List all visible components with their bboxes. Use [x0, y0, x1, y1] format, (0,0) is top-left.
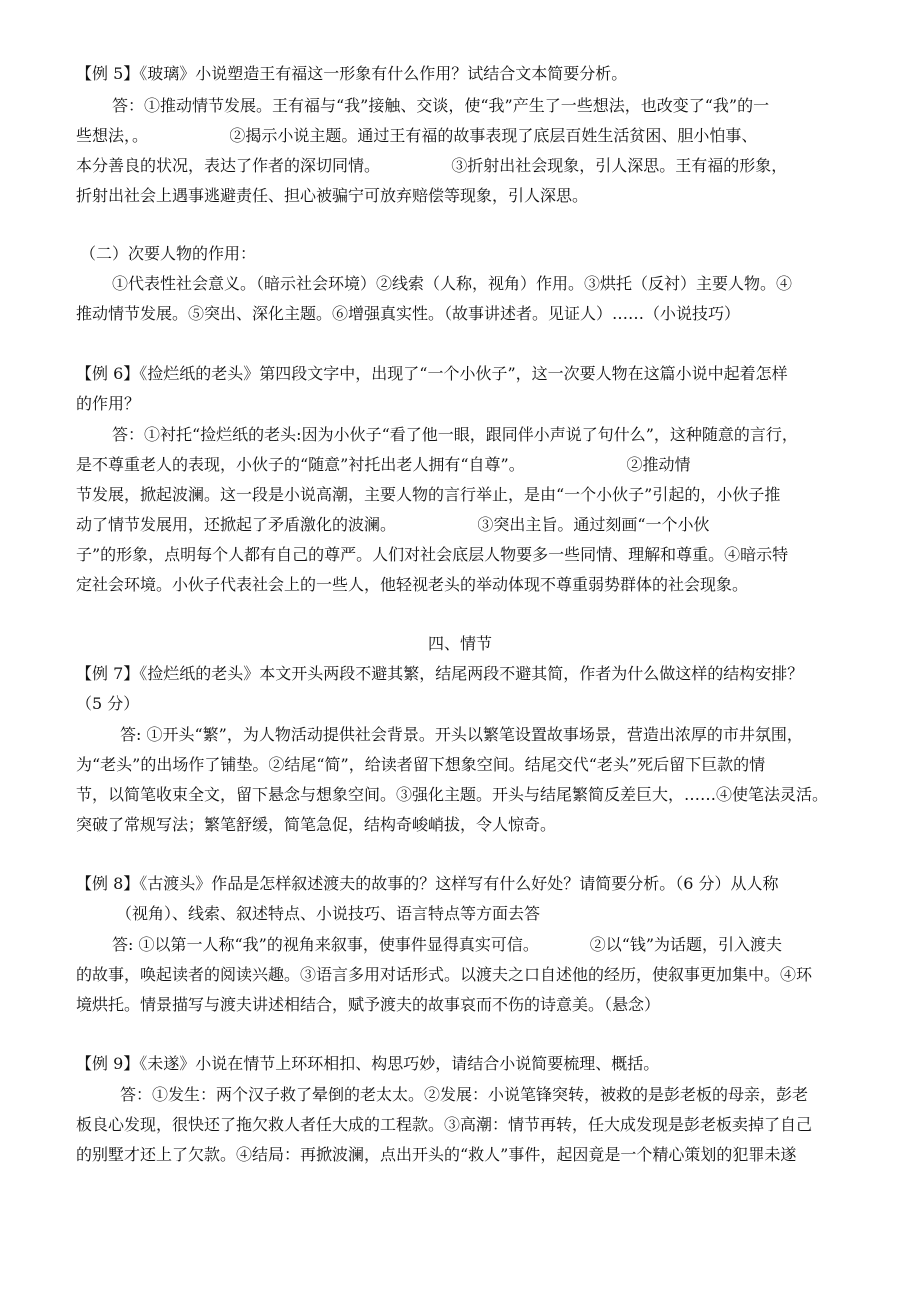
text-line: 四、情节 [428, 634, 493, 653]
text-line: 突破了常规写法；繁笔舒缓，简笔急促，结构奇峻峭拔，令人惊奇。 [76, 815, 557, 834]
text-line: 【例 6】《捡烂纸的老头》第四段文字中，出现了“一个小伙子”，这一次要人物在这篇小说中起着怎样 [76, 364, 788, 383]
text-line: 的作用？ [76, 394, 141, 413]
text-line: 答: ①开头“繁”，为人物活动提供社会背景。开头以繁笔设置故事场景，营造出浓厚的市井氛围， [120, 725, 803, 744]
text-line: （二）次要人物的作用： [80, 244, 257, 263]
text-line: 【例 8】《古渡头》作品是怎样叙述渡夫的故事的？这样写有什么好处？请简要分析。（6 分）从人称 [76, 874, 779, 893]
text-line: 境烘托。情景描写与渡夫讲述相结合，赋予渡夫的故事哀而不伤的诗意美。（悬念） [76, 995, 661, 1014]
text-line: 答：①推动情节发展。王有福与“我”接触、交谈，使“我”产生了一些想法，也改变了“我”的一 [112, 96, 770, 115]
text-line: 本分善良的状况，表达了作者的深切同情。 ③折射出社会现象，引人深思。王有福的形象， [76, 156, 788, 175]
text-line: 节，以简笔收束全文，留下悬念与想象空间。③强化主题。开头与结尾繁简反差巨大，……④使笔法灵活。 [76, 785, 829, 804]
text-line: 子”的形象，点明每个人都有自己的尊严。人们对社会底层人物要多一些同情、理解和尊重。④暗示特 [76, 545, 789, 564]
text-line: ①代表性社会意义。（暗示社会环境）②线索（人称，视角）作用。③烘托（反衬）主要人物。④ [112, 274, 793, 293]
text-line: （5 分） [76, 694, 140, 713]
text-line: 答: ①以第一人称“我”的视角来叙事，使事件显得真实可信。 ②以“钱”为话题，引入渡夫 [112, 935, 783, 954]
text-line: 是不尊重老人的表现，小伙子的“随意”衬托出老人拥有“自尊”。 ②推动情 [76, 455, 691, 474]
text-line: 答：①衬托“捡烂纸的老头:因为小伙子“看了他一眼，跟同伴小声说了句什么”，这种随意的言行， [112, 425, 798, 444]
text-line: 节发展，掀起波澜。这一段是小说高潮，主要人物的言行举止，是由“一个小伙子”引起的，小伙子推 [76, 485, 781, 504]
text-line: 推动情节发展。⑤突出、深化主题。⑥增强真实性。（故事讲述者。见证人）……（小说技巧） [76, 304, 741, 323]
text-line: 答：①发生：两个汉子救了晕倒的老太太。②发展：小说笔锋突转，被救的是彭老板的母亲，彭老 [120, 1085, 809, 1104]
text-line: 【例 7】《捡烂纸的老头》本文开头两段不避其繁，结尾两段不避其简，作者为什么做这样的结构安排？ [76, 664, 804, 683]
text-line: 动了情节发展用，还掀起了矛盾激化的波澜。 ③突出主旨。通过刻画“一个小伙 [76, 515, 710, 534]
text-line: （视角）、线索、叙述特点、小说技巧、语言特点等方面去答 [116, 904, 541, 923]
text-line: 板良心发现，很快还了拖欠救人者任大成的工程款。③高潮：情节再转，任大成发现是彭老板卖掉了自己 [76, 1115, 813, 1134]
text-line: 的故事，唤起读者的阅读兴趣。③语言多用对话形式。以渡夫之口自述他的经历，使叙事更加集中。④环 [76, 965, 813, 984]
text-line: 【例 9】《未遂》小说在情节上环环相扣、构思巧妙，请结合小说简要梳理、概括。 [76, 1054, 660, 1073]
text-line: 【例 5】《玻璃》小说塑造王有福这一形象有什么作用？试结合文本简要分析。 [76, 64, 628, 83]
text-line: 些想法，。 ②揭示小说主题。通过王有福的故事表现了底层百姓生活贫困、胆小怕事、 [76, 126, 758, 145]
text-line: 为“老头”的出场作了铺垫。②结尾“简”，给读者留下想象空间。结尾交代“老头”死后留下巨款的情 [76, 755, 766, 774]
text-line: 折射出社会上遇事逃避责任、担心被骗宁可放弃赔偿等现象，引人深思。 [76, 186, 589, 205]
text-line: 的别墅才还上了欠款。④结局：再掀波澜，点出开头的“救人”事件，起因竟是一个精心策划的犯罪未遂 [76, 1145, 797, 1164]
text-line: 定社会环境。小伙子代表社会上的一些人，他轻视老头的举动体现不尊重弱势群体的社会现象。 [76, 575, 749, 594]
